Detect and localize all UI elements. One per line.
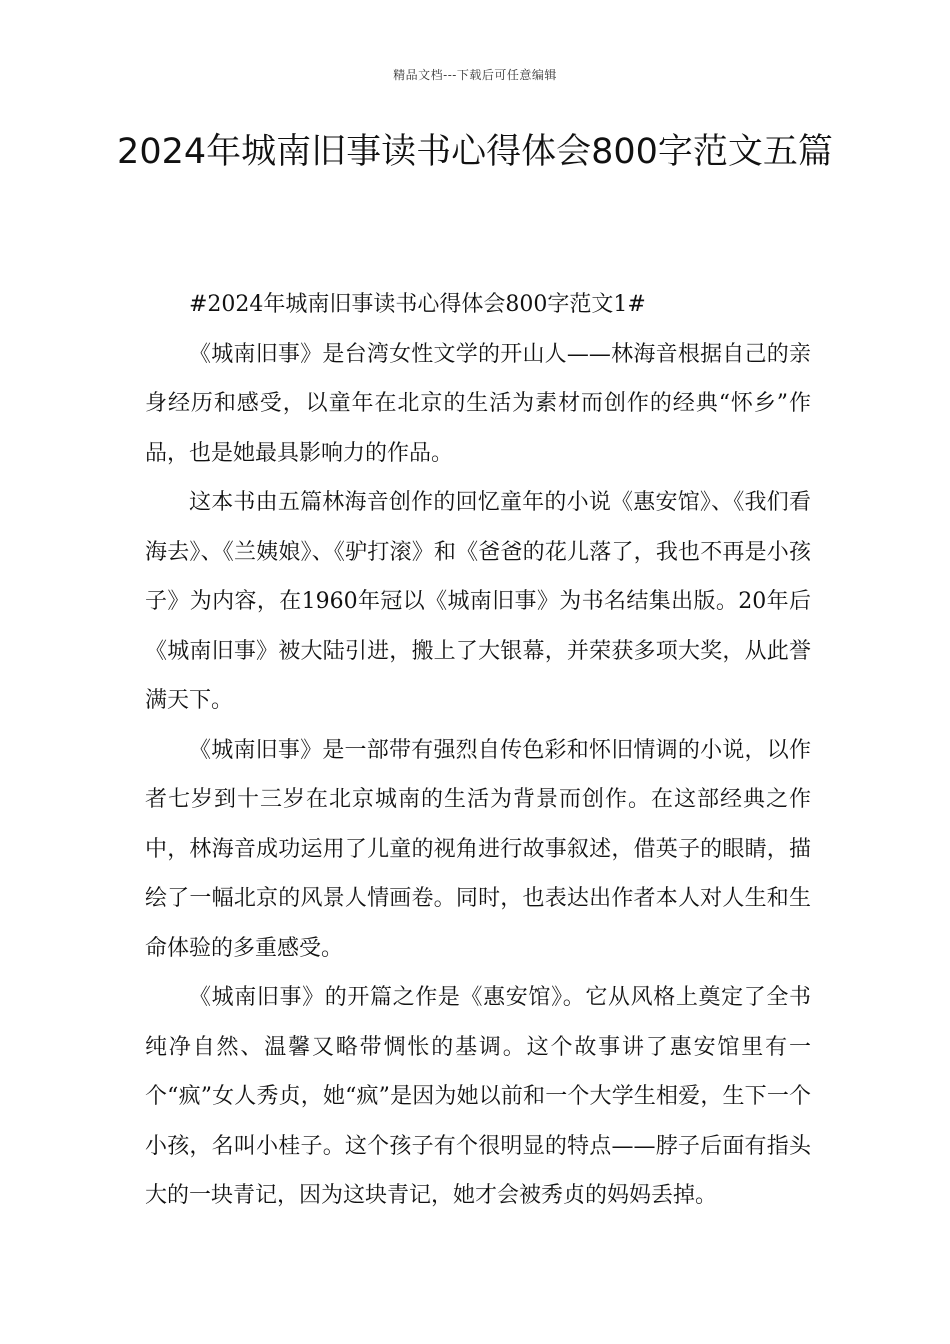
document-body: [145, 280, 811, 1221]
paragraph-4: 《城南旧事》的开篇之作是《惠安馆》。它从风格上奠定了全书纯净自然、温馨又略带惆怅的基调。这个故事讲了惠安馆里有一个“疯”女人秀贞，她“疯”是因为她以前和一个大学生相爱，生下一个小孩，名叫小桂子。这个孩子有个很明显的特点——脖子后面有指头大的一块青记，因为这块青记，她才会被秀贞的妈妈丢掉。: [145, 985, 811, 1208]
paragraph-3: 《城南旧事》是一部带有强烈自传色彩和怀旧情调的小说，以作者七岁到十三岁在北京城南的生活为背景而创作。在这部经典之作中，林海音成功运用了儿童的视角进行故事叙述，借英子的眼睛，描绘了一幅北京的风景人情画卷。同时，也表达出作者本人对人生和生命体验的多重感受。: [145, 737, 811, 961]
header-note: 精品文档---下载后可任意编辑: [393, 68, 557, 82]
paragraph-1: 《城南旧事》是台湾女性文学的开山人——林海音根据自己的亲身经历和感受，以童年在北京的生活为素材而创作的经典“怀乡”作品，也是她最具影响力的作品。: [145, 341, 811, 466]
document-title: 2024年城南旧事读书心得体会800字范文五篇: [117, 132, 833, 172]
paragraph-2: 这本书由五篇林海音创作的回忆童年的小说《惠安馆》、《我们看海去》、《兰姨娘》、《驴打滚》和《爸爸的花儿落了，我也不再是小孩子》为内容，在1960年冠以《城南旧事》为书名结集出版。20年后《城南旧事》被大陆引进，搬上了大银幕，并荣获多项大奖，从此誉满天下。: [145, 490, 811, 713]
section-heading: #2024年城南旧事读书心得体会800字范文1#: [189, 292, 646, 317]
